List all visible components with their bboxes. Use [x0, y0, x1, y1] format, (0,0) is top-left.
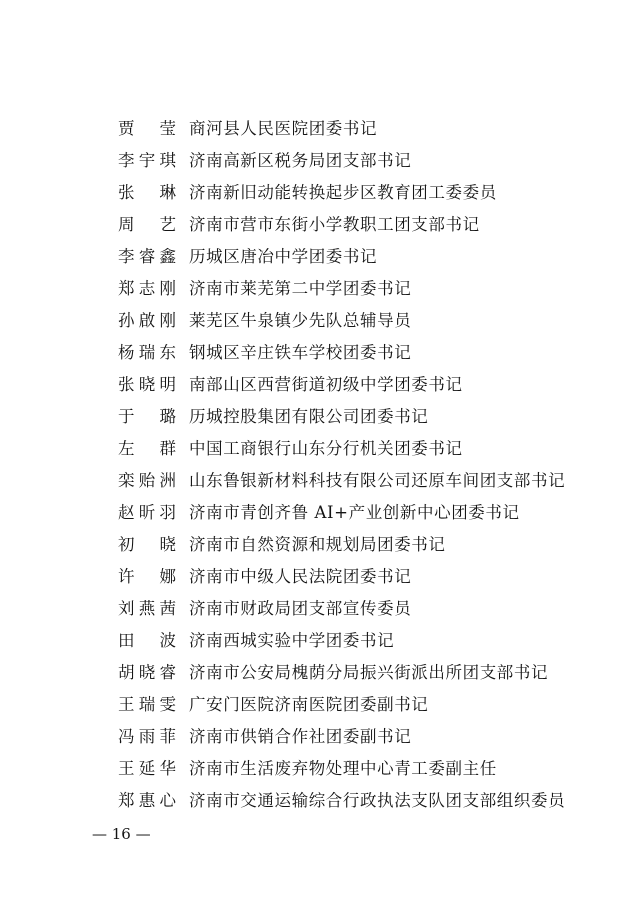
person-title: 中国工商银行山东分行机关团委书记: [189, 439, 463, 458]
person-title: 济南新旧动能转换起步区教育团工委委员: [189, 183, 497, 202]
person-title: 济南市生活废弃物处理中心青工委副主任: [189, 759, 497, 778]
list-item: [0, 308, 644, 340]
list-item: [0, 116, 644, 148]
person-title: 山东鲁银新材料科技有限公司还原车间团支部书记: [189, 471, 566, 490]
list-item: [0, 532, 644, 564]
person-name: 张晓明: [118, 375, 176, 394]
person-name: 周 艺: [118, 215, 176, 234]
person-name: 栾贻洲: [118, 471, 176, 490]
list-item: [0, 468, 644, 500]
list-item: [0, 692, 644, 724]
person-title: 莱芜区牛泉镇少先队总辅导员: [189, 311, 412, 330]
person-title: 历城控股集团有限公司团委书记: [189, 407, 429, 426]
person-name: 贾 莹: [118, 119, 176, 138]
list-item: [0, 660, 644, 692]
person-name: 王瑞雯: [118, 695, 176, 714]
person-title: 广安门医院济南医院团委副书记: [189, 695, 429, 714]
list-item: [0, 148, 644, 180]
person-name: 李睿鑫: [118, 247, 176, 266]
person-name: 胡晓睿: [118, 663, 176, 682]
list-item: [0, 628, 644, 660]
person-title: 济南市青创齐鲁 AI+产业创新中心团委书记: [189, 503, 520, 522]
person-name: 冯雨菲: [118, 727, 176, 746]
page-number: — 16 —: [92, 825, 151, 843]
person-title: 济南市公安局槐荫分局振兴街派出所团支部书记: [189, 663, 549, 682]
person-title: 济南市供销合作社团委副书记: [189, 727, 412, 746]
list-item: [0, 500, 644, 532]
list-item: [0, 724, 644, 756]
person-title: 济南市营市东街小学教职工团支部书记: [189, 215, 480, 234]
person-title: 济南市莱芜第二中学团委书记: [189, 279, 412, 298]
list-item: [0, 564, 644, 596]
person-name: 王延华: [118, 759, 176, 778]
person-title: 济南市财政局团支部宣传委员: [189, 599, 412, 618]
person-name: 田 波: [118, 631, 176, 650]
list-item: [0, 436, 644, 468]
person-name: 郑惠心: [118, 791, 176, 810]
person-name: 孙啟刚: [118, 311, 176, 330]
person-name: 刘燕茜: [118, 599, 176, 618]
person-title: 南部山区西营街道初级中学团委书记: [189, 375, 463, 394]
list-item: [0, 180, 644, 212]
list-item: [0, 212, 644, 244]
person-title: 济南市自然资源和规划局团委书记: [189, 535, 446, 554]
person-name: 初 晓: [118, 535, 176, 554]
person-name: 李宇琪: [118, 151, 176, 170]
person-name: 赵昕羽: [118, 503, 176, 522]
person-title: 济南西城实验中学团委书记: [189, 631, 395, 650]
list-item: [0, 276, 644, 308]
person-title: 商河县人民医院团委书记: [189, 119, 378, 138]
person-name: 杨瑞东: [118, 343, 176, 362]
person-title: 济南高新区税务局团支部书记: [189, 151, 412, 170]
person-name: 郑志刚: [118, 279, 176, 298]
person-name: 左 群: [118, 439, 176, 458]
list-item: [0, 340, 644, 372]
list-item: [0, 372, 644, 404]
person-title: 济南市中级人民法院团委书记: [189, 567, 412, 586]
person-name: 张 琳: [118, 183, 176, 202]
person-title: 济南市交通运输综合行政执法支队团支部组织委员: [189, 791, 566, 810]
person-name: 于 璐: [118, 407, 176, 426]
list-item: [0, 756, 644, 788]
list-item: [0, 244, 644, 276]
list-item: [0, 788, 644, 820]
name-list: [0, 116, 644, 820]
list-item: [0, 404, 644, 436]
person-title: 历城区唐冶中学团委书记: [189, 247, 378, 266]
person-name: 许 娜: [118, 567, 176, 586]
list-item: [0, 596, 644, 628]
person-title: 钢城区辛庄铁车学校团委书记: [189, 343, 412, 362]
